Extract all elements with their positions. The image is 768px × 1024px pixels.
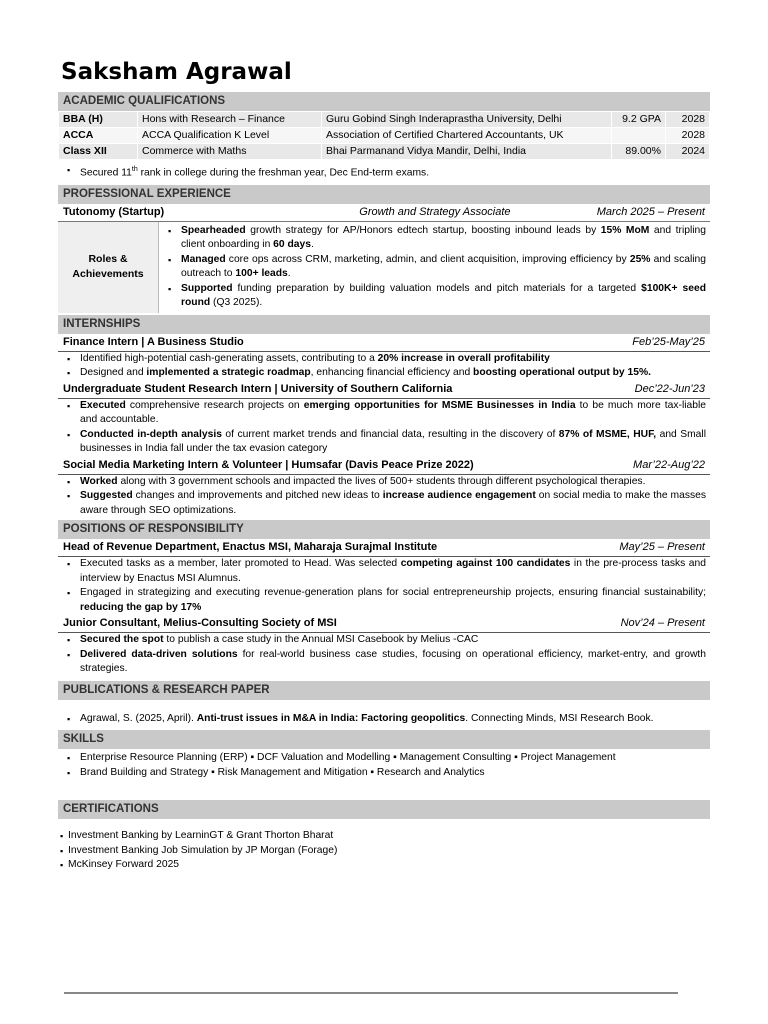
publication-list: [58, 712, 710, 727]
internship-title: Finance Intern | A Business Studio: [63, 335, 244, 348]
section-internships: INTERNSHIPS: [58, 315, 710, 334]
role-dates: March 2025 – Present: [596, 205, 705, 218]
degree: Class XII: [59, 144, 138, 160]
role-title: Growth and Strategy Associate: [359, 205, 511, 218]
certifications-list: [58, 829, 710, 873]
position-title: Head of Revenue Department, Enactus MSI, Maharaja Surajmal Institute: [63, 541, 438, 554]
program: ACCA Qualification K Level: [138, 128, 322, 144]
section-academic: ACADEMIC QUALIFICATIONS: [58, 92, 710, 111]
list-item: ▪ Investment Banking Job Simulation by JP Morgan (Forage): [68, 844, 710, 859]
footer-rule: [64, 992, 678, 994]
list-item: ▪ Designed and implemented a strategic roadmap, enhancing financial efficiency and boosting operational output by 15%.: [80, 366, 706, 381]
list-item: ▪ Enterprise Resource Planning (ERP) ▪ DCF Valuation and Modelling ▪ Management Consulting ▪ Project Management: [80, 751, 710, 766]
internship-dates: Mar’22-Aug’22: [633, 458, 705, 471]
internship-title: Social Media Marketing Intern & Volunteer | Humsafar (Davis Peace Prize 2022): [63, 458, 474, 471]
program: Hons with Research – Finance: [138, 112, 322, 128]
org-name: Tutonomy (Startup): [63, 205, 165, 218]
list-item: ▪ McKinsey Forward 2025: [68, 858, 710, 873]
program: Commerce with Maths: [138, 144, 322, 160]
institute: Bhai Parmanand Vidya Mandir, Delhi, India: [322, 144, 612, 160]
resume-page: [58, 58, 710, 873]
section-positions: POSITIONS OF RESPONSIBILITY: [58, 520, 710, 539]
note-sup: th: [131, 166, 138, 173]
spacer: [58, 700, 710, 712]
score: [612, 128, 666, 144]
position-bullets: [58, 633, 710, 677]
internship-header: [58, 334, 710, 351]
internship-header: [58, 457, 710, 474]
list-item: ▪ Identified high-potential cash-generating assets, contributing to a 20% increase in overall profitability: [80, 352, 706, 367]
internship-title: Undergraduate Student Research Intern | University of Southern California: [63, 382, 453, 395]
table-row: [59, 128, 710, 144]
internship-bullets: [58, 475, 710, 519]
list-item: ▪ Executed comprehensive research projects on emerging opportunities for MSME Businesses in India to be much more tax-liable and accountable.: [80, 399, 706, 428]
year: 2028: [666, 128, 710, 144]
list-item: ▪ Investment Banking by LearninGT & Grant Thorton Bharat: [68, 829, 710, 844]
list-item: ▪ Agrawal, S. (2025, April). Anti-trust issues in M&A in India: Factoring geopolitics. Connecting Minds, MSI Research Book.: [80, 712, 710, 727]
institute: Guru Gobind Singh Inderaprastha University, Delhi: [322, 112, 612, 128]
list-item: [80, 163, 710, 181]
score: 89.00%: [612, 144, 666, 160]
position-title: Junior Consultant, Melius-Consulting Society of MSI: [63, 617, 337, 630]
position-bullets: [58, 557, 710, 615]
experience-bullets: [159, 222, 710, 313]
position-dates: May’25 – Present: [619, 541, 705, 554]
section-skills: SKILLS: [58, 730, 710, 749]
internship-dates: Dec’22-Jun’23: [634, 382, 705, 395]
list-item: ▪ Conducted in-depth analysis of current market trends and financial data, resulting in the discovery of 87% of MSME, HUF, and Small businesses in India fall under the tax evasion category: [80, 428, 706, 457]
list-item: ▪ Brand Building and Strategy ▪ Risk Management and Mitigation ▪ Research and Analytics: [80, 766, 710, 781]
position-header: [58, 539, 710, 556]
table-row: [59, 112, 710, 128]
academic-notes: [58, 163, 710, 181]
list-item: ▪ Engaged in strategizing and executing revenue-generation plans for social entrepreneurship projects, ensuring financial sustainability; reducing the gap by 17%: [80, 586, 706, 615]
year: 2028: [666, 112, 710, 128]
degree: ACCA: [59, 128, 138, 144]
year: 2024: [666, 144, 710, 160]
list-item: ▪ Supported funding preparation by building valuation models and pitch materials for a targeted $100K+ seed round (Q3 2025).: [181, 282, 706, 311]
qualifications-table: [58, 111, 710, 160]
internship-bullets: [58, 399, 710, 457]
position-dates: Nov’24 – Present: [620, 617, 705, 630]
list-item: ▪ Suggested changes and improvements and pitched new ideas to increase audience engagement on social media to make the masses aware through SEO optimizations.: [80, 489, 706, 518]
position-header: [58, 615, 710, 632]
list-item: ▪ Managed core ops across CRM, marketing, admin, and client acquisition, improving efficiency by 25% and scaling outreach to 100+ leads.: [181, 253, 706, 282]
experience-body: [58, 222, 710, 313]
note-text: Secured 11: [80, 167, 132, 179]
roles-label: Roles & Achievements: [58, 222, 159, 313]
list-item: ▪ Spearheaded growth strategy for AP/Honors edtech startup, boosting inbound leads by 15% MoM and tripling client onboarding in 60 days.: [181, 224, 706, 253]
internship-bullets: [58, 352, 710, 381]
spacer: [58, 780, 710, 798]
list-item: ▪ Executed tasks as a member, later promoted to Head. Was selected competing against 100 candidates in the pre-process tasks and interview by Enactus MSI Alumnus.: [80, 557, 706, 586]
list-item: ▪ Secured the spot to publish a case study in the Annual MSI Casebook by Melius -CAC: [80, 633, 706, 648]
skills-list: [58, 751, 710, 780]
section-professional: PROFESSIONAL EXPERIENCE: [58, 185, 710, 204]
score: 9.2 GPA: [612, 112, 666, 128]
experience-header: [58, 204, 710, 222]
internship-dates: Feb’25-May’25: [632, 335, 705, 348]
section-certifications: CERTIFICATIONS: [58, 800, 710, 819]
table-row: [59, 144, 710, 160]
degree: BBA (H): [59, 112, 138, 128]
note-text-rest: rank in college during the freshman year, Dec End-term exams.: [137, 167, 430, 179]
spacer: [58, 819, 710, 829]
list-item: ▪ Worked along with 3 government schools and impacted the lives of 500+ students through different psychological therapies.: [80, 475, 706, 490]
internship-header: [58, 381, 710, 398]
institute: Association of Certified Chartered Accountants, UK: [322, 128, 612, 144]
section-publications: PUBLICATIONS & RESEARCH PAPER: [58, 681, 710, 700]
list-item: ▪ Delivered data-driven solutions for real-world business case studies, focusing on operational efficiency, market-entry, and growth strategies.: [80, 648, 706, 677]
candidate-name: Saksham Agrawal: [61, 59, 292, 85]
